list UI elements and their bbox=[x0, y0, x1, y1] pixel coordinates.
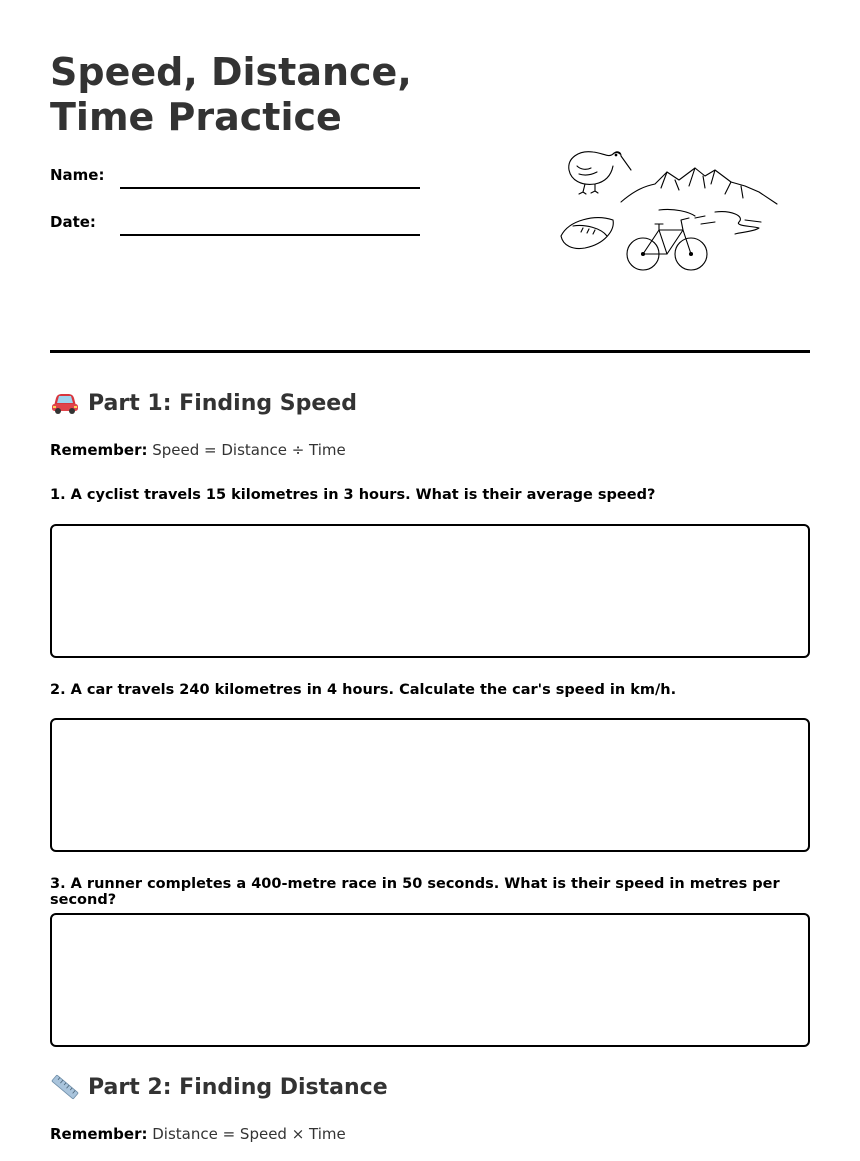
nz-illustration bbox=[555, 140, 785, 280]
part1-heading bbox=[50, 390, 357, 416]
formula-text: Speed = Distance ÷ Time bbox=[147, 441, 346, 459]
car-icon bbox=[50, 390, 80, 416]
rugby-ball-icon bbox=[561, 218, 613, 249]
question-1: 1. A cyclist travels 15 kilometres in 3 hours. What is their average speed? bbox=[50, 487, 656, 503]
question-2: 2. A car travels 240 kilometres in 4 hours. Calculate the car's speed in km/h. bbox=[50, 682, 677, 698]
answer-box-1[interactable] bbox=[50, 524, 810, 658]
answer-box-3[interactable] bbox=[50, 913, 810, 1047]
kiwi-bird-icon bbox=[569, 152, 631, 194]
question-3: 3. A runner completes a 400-metre race in 50 seconds. What is their speed in metres per second? bbox=[50, 876, 780, 908]
date-field[interactable] bbox=[120, 234, 420, 236]
bicycle-icon bbox=[627, 218, 707, 270]
answer-box-2[interactable] bbox=[50, 718, 810, 852]
remember-label: Remember: bbox=[50, 1125, 148, 1143]
remember-label: Remember: bbox=[50, 441, 148, 459]
date-label: Date: bbox=[50, 213, 96, 231]
part1-heading-text: Part 1: Finding Speed bbox=[88, 390, 357, 416]
page-title: Speed, Distance, Time Practice bbox=[50, 50, 412, 139]
ruler-icon bbox=[50, 1074, 80, 1100]
formula-text: Distance = Speed × Time bbox=[147, 1125, 346, 1143]
name-field[interactable] bbox=[120, 187, 420, 189]
part2-heading-text: Part 2: Finding Distance bbox=[88, 1074, 388, 1100]
part2-heading bbox=[50, 1074, 388, 1100]
part2-remember bbox=[50, 1125, 346, 1143]
name-label: Name: bbox=[50, 166, 105, 184]
section-divider bbox=[50, 350, 810, 353]
mountains-icon bbox=[621, 168, 777, 234]
part1-remember bbox=[50, 441, 346, 459]
